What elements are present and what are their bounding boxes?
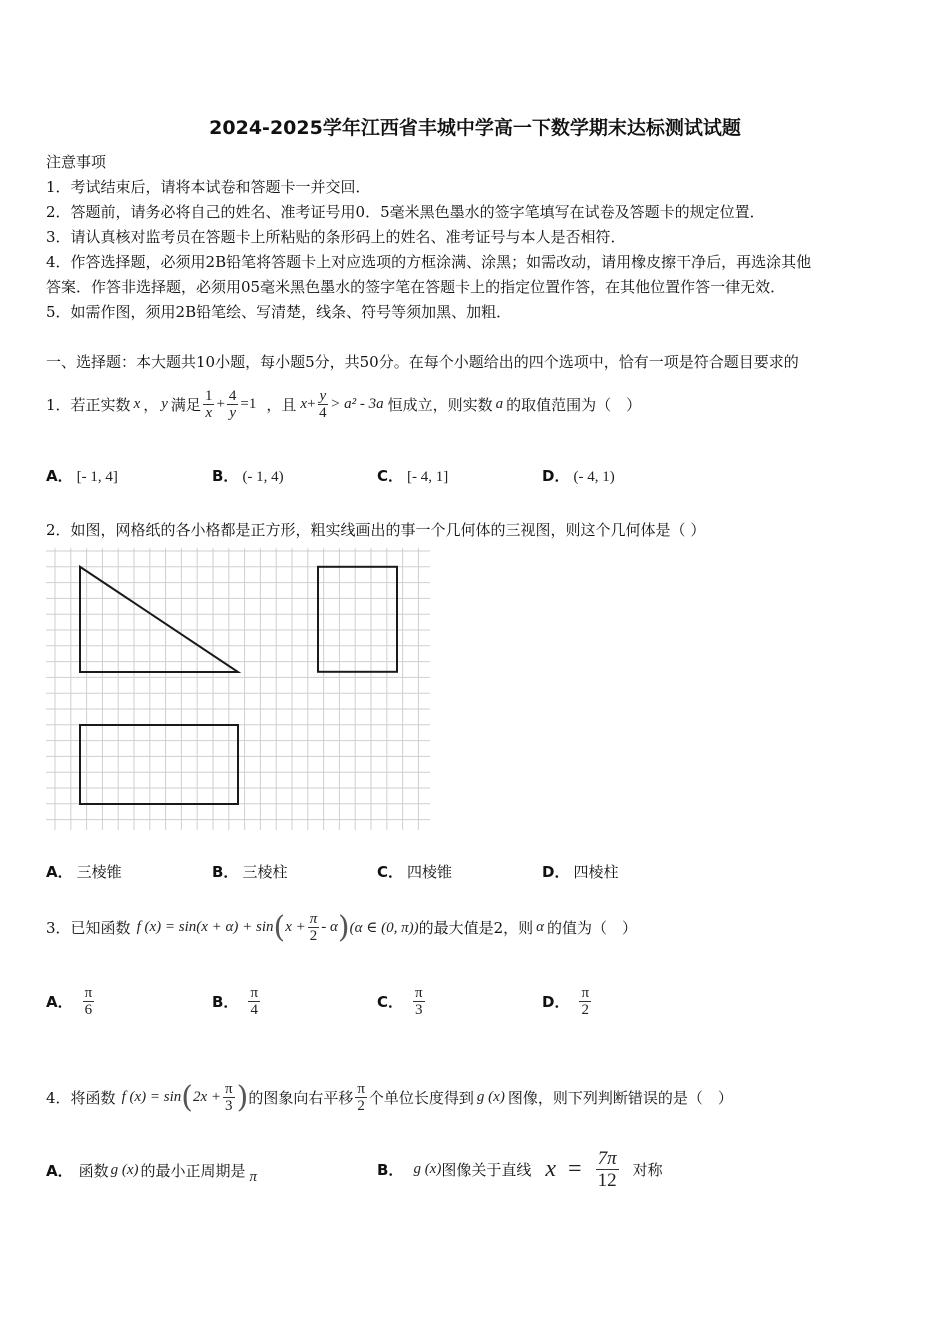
- q3-number: 3．: [46, 918, 71, 937]
- q3-option-a[interactable]: A． $\frac{\pi}{6}$: [46, 985, 93, 1018]
- notes-item: 2．答题前，请务必将自己的姓名、准考证号用0．5毫米黑色墨水的签字笔填写在试卷及答题卡的规定位置．: [46, 203, 765, 221]
- notes-item: 1．考试结束后，请将本试卷和答题卡一并交回．: [46, 178, 371, 196]
- q3-option-c[interactable]: C． $\frac{\pi}{3}$: [377, 985, 423, 1018]
- q4-text: 图像，则下列判断错误的是（ ）: [507, 1088, 733, 1107]
- q1-var-x: x: [133, 395, 141, 412]
- q3-option-d[interactable]: D． $\frac{\pi}{2}$: [542, 985, 590, 1018]
- q4-function: f (x) = sin: [121, 1088, 182, 1105]
- q1-fraction: $\frac{4}{y}$: [228, 387, 237, 421]
- notes-item: 3．请认真核对监考员在答题卡上所粘贴的条形码上的姓名、准考证号与本人是否相符．: [46, 228, 626, 246]
- notes-item: 5．如需作图，须用2B铅笔绘、写清楚，线条、符号等须加黑、加粗．: [46, 303, 512, 321]
- q3-function: f (x) = sin(x + α) + sin: [136, 918, 274, 935]
- q4-text: 个单位长度得到: [368, 1088, 474, 1107]
- q1-fraction: $\frac{1}{x}$: [204, 387, 213, 421]
- q4-text: 将函数: [70, 1088, 116, 1107]
- q4-number: 4．: [46, 1088, 71, 1107]
- q1-inequality: > a² - 3a: [330, 395, 384, 412]
- q1-text: 满足: [170, 395, 201, 414]
- q3-text: 的值为（ ）: [547, 918, 638, 937]
- q4-g-function: g (x): [476, 1088, 505, 1105]
- q4-option-b[interactable]: B． g (x) 图像关于直线 x = $\frac{7\pi}{12}$ 对称: [377, 1147, 663, 1191]
- question-2: 2．如图，网格纸的各小格都是正方形，粗实线画出的事一个几何体的三视图，则这个几何体是（ ）: [46, 521, 706, 539]
- q4-text: 的图象向右平移: [248, 1088, 354, 1107]
- q3-text: 的最大值是2，则: [418, 918, 534, 937]
- q3-inner: x +: [285, 918, 306, 935]
- notes-section: [46, 150, 811, 325]
- q3-paren-close: ): [337, 909, 350, 945]
- q1-option-c[interactable]: C． [- 4, 1]: [377, 467, 449, 485]
- q1-text: 恒成立，则实数: [387, 395, 493, 414]
- q1-plus: +: [216, 395, 225, 412]
- top-view-rectangle: [80, 725, 238, 804]
- q1-plus: +: [307, 395, 316, 412]
- q3-fraction: $\frac{\pi}{2}$: [309, 910, 318, 944]
- q1-text: 若正实数: [70, 395, 131, 414]
- q2-option-a[interactable]: A． 三棱锥: [46, 863, 122, 881]
- notes-item: 4．作答选择题，必须用2B铅笔将答题卡上对应选项的方框涂满、涂黑；如需改动，请用橡皮擦干净后，再选涂其他: [46, 253, 812, 271]
- q1-text: ，且: [266, 395, 297, 414]
- q3-option-b[interactable]: B． $\frac{\pi}{4}$: [212, 985, 259, 1018]
- q2-option-d[interactable]: D． 四棱柱: [542, 863, 619, 881]
- q1-var-y: y: [161, 395, 168, 412]
- q1-option-d[interactable]: D． (- 4, 1): [542, 467, 615, 485]
- q1-comma: ，: [143, 395, 159, 414]
- q3-inner: - α: [321, 918, 338, 935]
- question-1: [46, 379, 641, 429]
- q4-paren-close: ): [236, 1079, 249, 1115]
- q4-paren-open: (: [181, 1079, 193, 1115]
- question-4: [46, 1068, 733, 1126]
- question-3: [46, 898, 637, 956]
- q3-text: 已知函数: [70, 918, 131, 937]
- q4-inner: 2x +: [192, 1088, 222, 1105]
- notes-heading: 注意事项: [46, 153, 107, 171]
- three-view-figure: [46, 548, 430, 830]
- q1-fraction: $\frac{y}{4}$: [319, 387, 327, 421]
- q4-option-a[interactable]: A． 函数 g (x) 的最小正周期是 π: [46, 1161, 258, 1185]
- q2-option-b[interactable]: B． 三棱柱: [212, 863, 288, 881]
- page-title: 2024-2025学年江西省丰城中学高一下数学期末达标测试试题: [209, 117, 741, 139]
- q1-equals: =1: [240, 395, 257, 412]
- q2-option-c[interactable]: C． 四棱锥: [377, 863, 453, 881]
- q1-number: 1．: [46, 395, 71, 414]
- q3-condition: (α ∈ (0, π)): [349, 919, 419, 936]
- q1-option-b[interactable]: B． (- 1, 4): [212, 467, 284, 485]
- q3-alpha: α: [536, 918, 545, 935]
- q1-var-x: x: [300, 395, 308, 412]
- q1-option-a[interactable]: A． [- 1, 4]: [46, 467, 118, 485]
- q4-fraction: $\frac{\pi}{3}$: [225, 1080, 233, 1114]
- q4-shift-fraction: $\frac{\pi}{2}$: [357, 1080, 365, 1114]
- q1-var-a: a: [495, 395, 504, 412]
- q3-paren-open: (: [273, 909, 286, 945]
- notes-item: 答案．作答非选择题，必须用05毫米黑色墨水的签字笔在答题卡上的指定位置作答，在其他位置作答一律无效．: [46, 278, 786, 296]
- q1-text: 的取值范围为（ ）: [506, 395, 642, 414]
- section-heading: 一、选择题：本大题共10小题，每小题5分，共50分。在每个小题给出的四个选项中，恰有一项是符合题目要求的: [46, 353, 799, 371]
